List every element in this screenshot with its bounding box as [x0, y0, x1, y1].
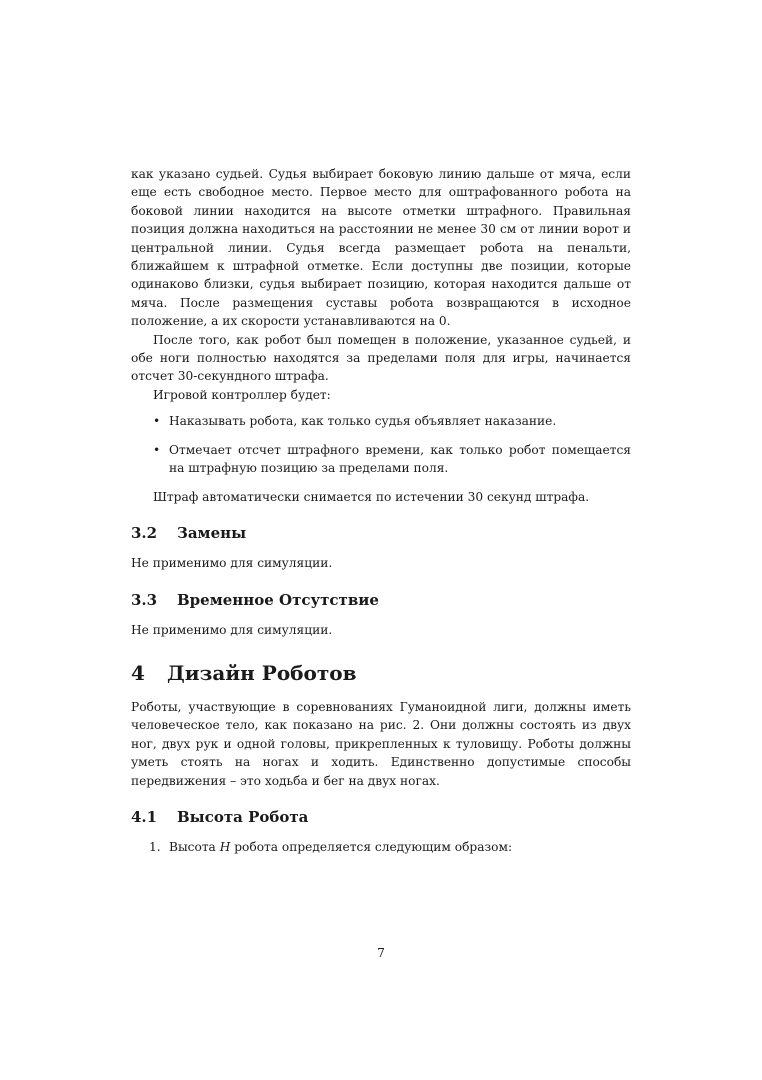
section-heading-3-2: [131, 524, 631, 542]
bullet-list: [131, 412, 631, 477]
paragraph-penalty-removed: Штраф автоматически снимается по истечении 30 секунд штрафа.: [153, 489, 590, 504]
section-heading-4-1: [131, 808, 631, 826]
section-number: 3.3: [131, 590, 158, 609]
section-title: Временное Отсутствие: [177, 590, 379, 609]
section-heading-3-3: [131, 591, 631, 609]
list-item: [131, 412, 631, 430]
section-3-2-body: Не применимо для симуляции.: [131, 556, 333, 571]
section-heading-4: [131, 660, 631, 685]
section-number: 4.1: [131, 807, 158, 826]
list-item-text: Отмечает отсчет штрафного времени, как только робот помещается на штрафную позицию за пределами поля.: [169, 442, 631, 476]
intro-paragraph: как указано судьей. Судья выбирает боковую линию дальше от мяча, если еще есть свободное место. Первое место для оштрафованного робота на боковой линии находится на высоте отметки штрафного. Правильная позиция должна находиться на расстоянии не менее 30 см от линии ворот и центральной линии. Судья всегда размещает робота на пенальти, ближайшем к штрафной отметке. Если доступны две позиции, которые одинаково близки, судья выбирает позицию, которая находится дальше от мяча. После размещения суставы робота возвращаются в исходное положение, а их скорости устанавливаются на 0.: [131, 167, 631, 329]
section-3-3-body: Не применимо для симуляции.: [131, 623, 333, 638]
enumerated-list: [131, 838, 631, 856]
paragraph-game-controller: Игровой контроллер будет:: [153, 387, 331, 402]
section-number: 4: [131, 660, 145, 685]
item-number: 1.: [149, 840, 161, 855]
bullet-icon: •: [153, 414, 161, 429]
item-text-before: Высота: [169, 840, 216, 855]
section-title: Замены: [177, 523, 247, 542]
page-number: 7: [377, 946, 385, 960]
item-text-after: робота определяется следующим образом:: [234, 840, 513, 855]
section-title: Высота Робота: [177, 807, 309, 826]
section-number: 3.2: [131, 523, 158, 542]
list-item: [131, 441, 631, 478]
section-title: Дизайн Роботов: [167, 660, 357, 685]
document-page: [131, 165, 631, 857]
bullet-icon: •: [153, 442, 161, 457]
paragraph-penalty-start: После того, как робот был помещен в положение, указанное судьей, и обе ноги полностью находятся за пределами поля для игры, начинается отсчет 30-секундного штрафа.: [131, 332, 631, 384]
section-4-body: Роботы, участвующие в соревнованиях Гуманоидной лиги, должны иметь человеческое тело, как показано на рис. 2. Они должны состоять из двух ног, двух рук и одной головы, прикрепленных к туловищу. Роботы должны уметь стоять на ногах и ходить. Единственно допустимые способы передвижения – это ходьба и бег на двух ногах.: [131, 699, 631, 788]
list-item-text: Наказывать робота, как только судья объявляет наказание.: [169, 414, 557, 429]
math-variable: H: [219, 840, 231, 855]
list-item: [131, 838, 631, 856]
